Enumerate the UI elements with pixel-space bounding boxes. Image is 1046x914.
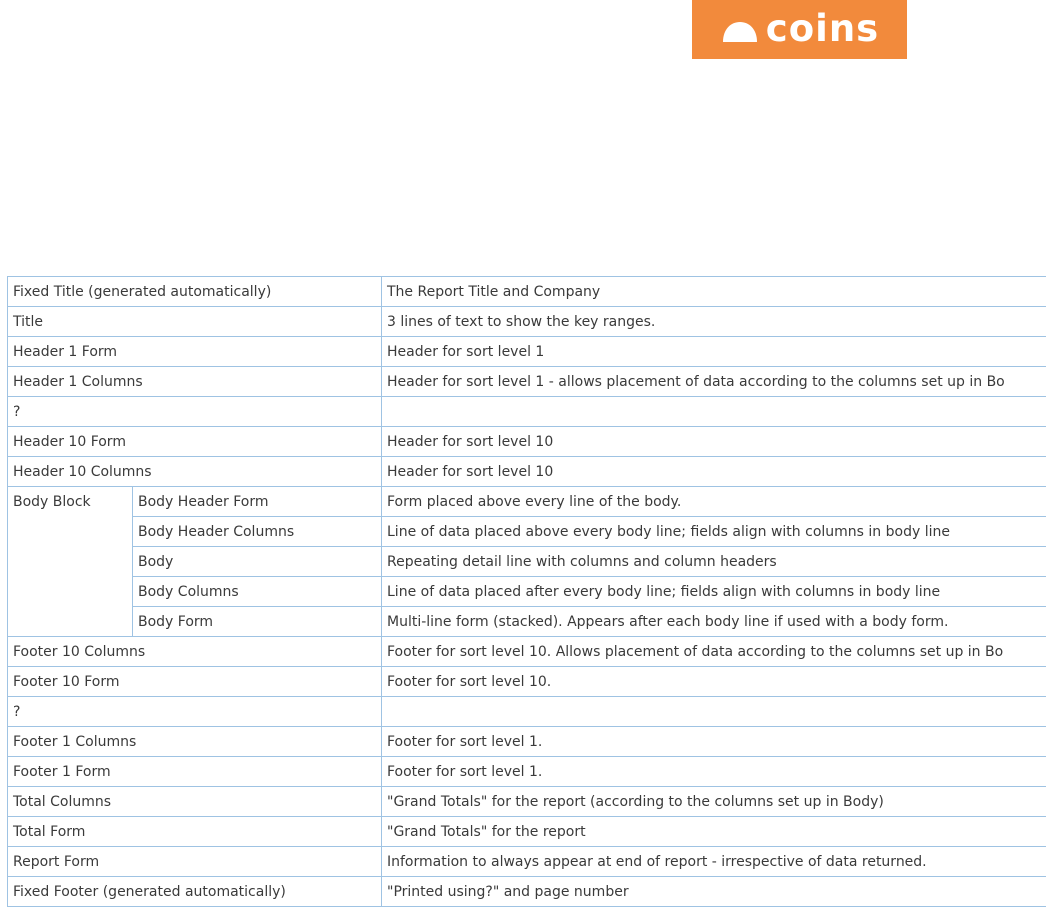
table-row <box>8 457 1046 487</box>
section-name-cell: Header 10 Form <box>8 427 382 457</box>
table-row <box>8 547 1046 577</box>
section-description-cell: Header for sort level 10 <box>382 427 1046 457</box>
section-name-cell: Header 10 Columns <box>8 457 382 487</box>
table-row <box>8 337 1046 367</box>
table-row <box>8 277 1046 307</box>
section-description-cell: Line of data placed above every body line; fields align with columns in body line <box>382 517 1046 547</box>
section-description-cell: Footer for sort level 10. <box>382 667 1046 697</box>
section-description-cell: Repeating detail line with columns and column headers <box>382 547 1046 577</box>
section-description-cell <box>382 397 1046 427</box>
table-row <box>8 367 1046 397</box>
section-description-cell: "Printed using?" and page number <box>382 877 1046 907</box>
section-name-cell: Footer 10 Form <box>8 667 382 697</box>
table-row <box>8 877 1046 907</box>
body-section-name-cell: Body Columns <box>133 577 382 607</box>
section-description-cell: Line of data placed after every body line; fields align with columns in body line <box>382 577 1046 607</box>
table-row <box>8 517 1046 547</box>
table-row <box>8 307 1046 337</box>
table-row <box>8 847 1046 877</box>
section-description-cell: Header for sort level 1 <box>382 337 1046 367</box>
section-description-cell: Header for sort level 1 - allows placement of data according to the columns set up in Bo <box>382 367 1046 397</box>
section-name-cell: Report Form <box>8 847 382 877</box>
section-name-cell: Title <box>8 307 382 337</box>
table-row <box>8 667 1046 697</box>
hard-hat-icon <box>720 20 760 44</box>
section-name-cell: Fixed Title (generated automatically) <box>8 277 382 307</box>
section-description-cell: 3 lines of text to show the key ranges. <box>382 307 1046 337</box>
section-description-cell: Header for sort level 10 <box>382 457 1046 487</box>
section-name-cell: Footer 1 Form <box>8 757 382 787</box>
coins-logo <box>692 0 907 59</box>
section-name-cell: Header 1 Form <box>8 337 382 367</box>
section-name-cell: ? <box>8 397 382 427</box>
body-section-name-cell: Body Header Columns <box>133 517 382 547</box>
table-row <box>8 577 1046 607</box>
report-sections-table <box>7 276 1046 907</box>
table-row <box>8 607 1046 637</box>
section-description-cell: Information to always appear at end of report - irrespective of data returned. <box>382 847 1046 877</box>
section-name-cell: Footer 1 Columns <box>8 727 382 757</box>
section-description-cell <box>382 697 1046 727</box>
body-section-name-cell: Body Header Form <box>133 487 382 517</box>
section-description-cell: Multi-line form (stacked). Appears after each body line if used with a body form. <box>382 607 1046 637</box>
table-row <box>8 697 1046 727</box>
section-description-cell: Footer for sort level 1. <box>382 727 1046 757</box>
section-name-cell: Fixed Footer (generated automatically) <box>8 877 382 907</box>
table-row <box>8 817 1046 847</box>
table-row <box>8 637 1046 667</box>
section-name-cell: ? <box>8 697 382 727</box>
section-name-cell: Header 1 Columns <box>8 367 382 397</box>
table-row <box>8 397 1046 427</box>
section-description-cell: "Grand Totals" for the report <box>382 817 1046 847</box>
table-row <box>8 787 1046 817</box>
body-block-cell: Body Block <box>8 487 133 637</box>
section-name-cell: Footer 10 Columns <box>8 637 382 667</box>
body-section-name-cell: Body Form <box>133 607 382 637</box>
table-row <box>8 427 1046 457</box>
table-row <box>8 727 1046 757</box>
section-description-cell: Footer for sort level 1. <box>382 757 1046 787</box>
table-row <box>8 757 1046 787</box>
section-name-cell: Total Columns <box>8 787 382 817</box>
body-section-name-cell: Body <box>133 547 382 577</box>
section-description-cell: "Grand Totals" for the report (according to the columns set up in Body) <box>382 787 1046 817</box>
section-name-cell: Total Form <box>8 817 382 847</box>
logo-text: coins <box>765 7 880 50</box>
section-description-cell: Footer for sort level 10. Allows placement of data according to the columns set up in Bo <box>382 637 1046 667</box>
section-description-cell: The Report Title and Company <box>382 277 1046 307</box>
table-row <box>8 487 1046 517</box>
section-description-cell: Form placed above every line of the body. <box>382 487 1046 517</box>
